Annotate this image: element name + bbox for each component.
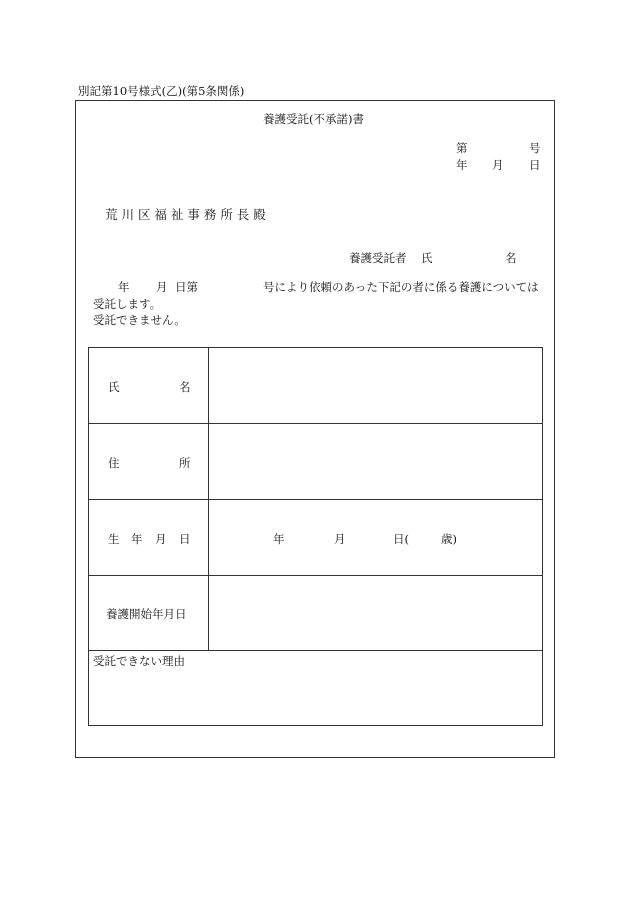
birthdate-year: 年 [273, 532, 285, 546]
form-title: 養護受託(不承諾)書 [263, 112, 364, 126]
table-row-divider [88, 575, 543, 576]
body-day-dai: 日第 [175, 280, 198, 294]
doc-no-dai: 第 [456, 141, 468, 155]
table-row-divider [88, 423, 543, 424]
birthdate-age: 歳) [441, 532, 457, 546]
body-year: 年 [118, 280, 130, 294]
trustee-mei: 名 [505, 251, 517, 265]
doc-no-go: 号 [529, 141, 541, 155]
body-sentence: 号により依頼のあった下記の者に係る養護については [263, 280, 539, 294]
trustee-label: 養護受託者 [349, 251, 407, 265]
reason-label: 受託できない理由 [93, 654, 185, 668]
birthdate-label-4: 日 [179, 532, 191, 546]
name-label-a: 氏 [108, 380, 120, 394]
name-label-b: 名 [179, 380, 191, 394]
body-accept: 受託します。 [93, 297, 162, 311]
table-row-divider [88, 499, 543, 500]
table-row-divider [88, 650, 543, 651]
date-year: 年 [456, 158, 468, 172]
birthdate-label-1: 生 [108, 532, 120, 546]
address-label-b: 所 [179, 456, 191, 470]
birthdate-month: 月 [334, 532, 346, 546]
date-day: 日 [529, 158, 541, 172]
care-start-label: 養護開始年月日 [106, 607, 187, 621]
birthdate-day: 日( [393, 532, 409, 546]
trustee-shi: 氏 [421, 251, 433, 265]
body-month: 月 [156, 280, 168, 294]
addressee: 荒 川 区 福 祉 事 務 所 長 殿 [105, 207, 266, 222]
body-decline: 受託できません。 [93, 313, 186, 327]
birthdate-label-2: 年 [131, 532, 143, 546]
date-month: 月 [492, 158, 504, 172]
form-code: 別記第10号様式(乙)(第5条関係) [78, 84, 245, 98]
birthdate-label-3: 月 [155, 532, 167, 546]
address-label-a: 住 [108, 456, 120, 470]
